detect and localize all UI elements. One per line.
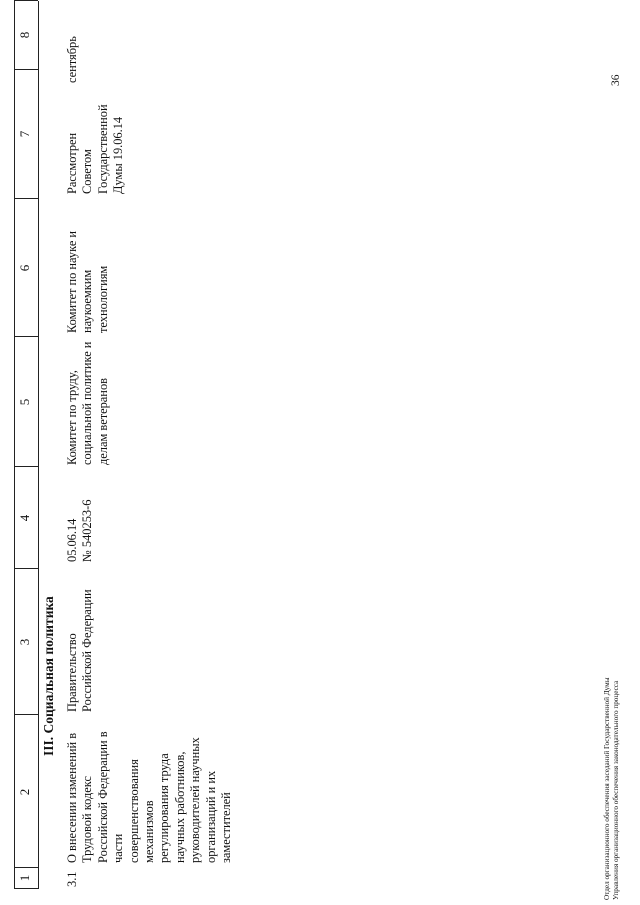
header-bottom-line (38, 1, 39, 889)
header-top-line (14, 1, 15, 889)
col-border-4 (14, 466, 38, 467)
column-number: 6 (17, 264, 32, 272)
col-border-0 (14, 888, 38, 889)
col-border-6 (14, 198, 38, 199)
bill-title: О внесении изменений в Трудовой кодекс Российской Федерации в части совершенствования механизмов регулирования труда научных работников, руководителей научных организаций и их заместителей (65, 731, 234, 863)
col-border-2 (14, 714, 38, 715)
column-number: 3 (17, 638, 32, 646)
col-border-3 (14, 568, 38, 569)
col-border-5 (14, 336, 38, 337)
bill-initiator: Правительство Российской Федерации (65, 589, 95, 712)
column-number: 8 (17, 31, 32, 39)
column-number: 1 (17, 874, 32, 882)
consideration-term: сентябрь (65, 36, 79, 83)
footer-department: Отдел организационного обеспечения заседаний Государственной Думы Управления организационного обеспечения законодательного процесса (603, 677, 620, 900)
column-number: 4 (17, 514, 32, 522)
co-executor-committee: Комитет по науке и наукоемким технологиям (65, 230, 110, 333)
column-number: 5 (17, 398, 32, 406)
responsible-committee: Комитет по труду, социальной политике и делам ветеранов (65, 341, 110, 465)
col-border-7 (14, 69, 38, 70)
column-number: 7 (17, 130, 32, 138)
row-number: 3.1 (65, 871, 79, 887)
registration-info: 05.06.14 № 540253-6 (65, 499, 95, 562)
col-border-8 (14, 0, 38, 1)
column-number: 2 (17, 788, 32, 796)
bill-status: Рассмотрен Советом Государственной Думы 19.06.14 (65, 104, 126, 194)
page-number: 36 (610, 74, 622, 86)
section-title: III. Социальная политика (41, 596, 56, 756)
